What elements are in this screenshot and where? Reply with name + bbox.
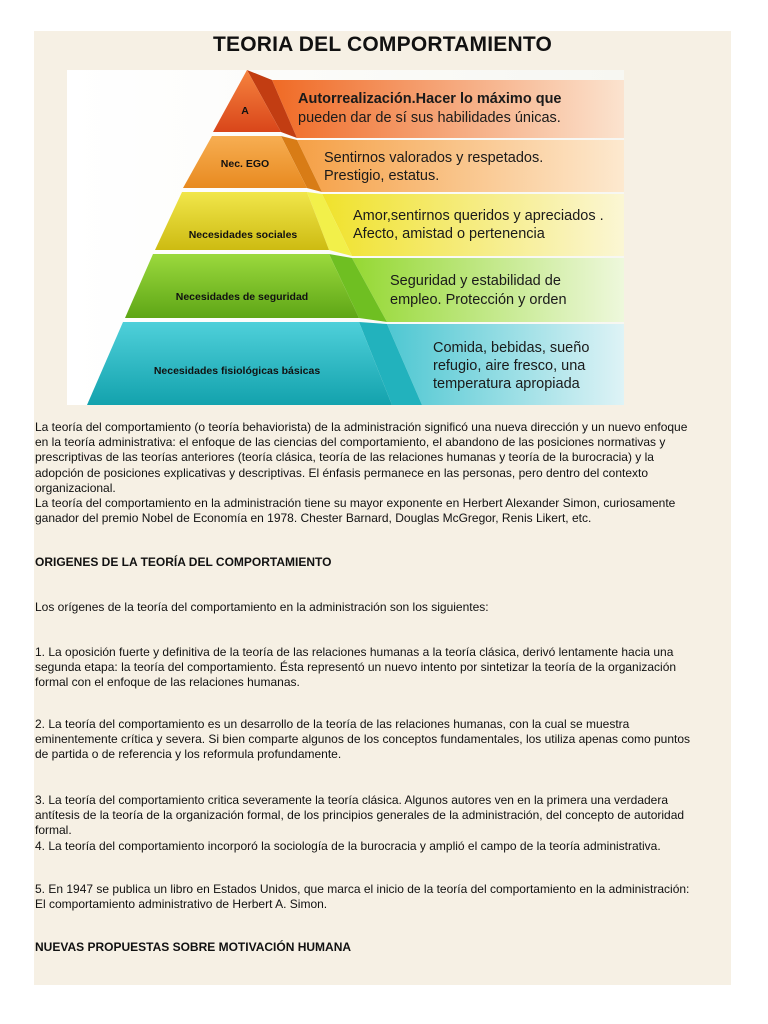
desc-security-line2: empleo. Protección y orden	[390, 292, 567, 308]
heading-origins: ORIGENES DE LA TEORÍA DEL COMPORTAMIENTO	[35, 555, 332, 569]
page-title: TEORIA DEL COMPORTAMIENTO	[212, 33, 553, 56]
tier-label-basic: Necesidades fisiológicas básicas	[153, 365, 321, 377]
band-social	[322, 194, 624, 256]
pyramid-tier-basic	[87, 322, 392, 405]
desc-basic-line1: Comida, bebidas, sueño	[433, 340, 590, 356]
desc-social-line2: Afecto, amistad o pertenencia	[353, 226, 545, 242]
desc-social-line1: Amor,sentirnos queridos y apreciados .	[353, 208, 604, 224]
origin-point-1: 1. La oposición fuerte y definitiva de la teoría de las relaciones humanas a la teoría clásica, derivó lentamente hacia una segunda etapa: la teoría del comportamiento. Ésta representó un nuevo intento por sintetizar la teoría de la organización formal con el enfoque de las relaciones humanas.	[35, 645, 677, 690]
desc-ego-line2: Prestigio, estatus.	[324, 168, 440, 184]
tier-label-social: Necesidades sociales	[188, 229, 298, 241]
origin-point-3-4: 3. La teoría del comportamiento critica severamente la teoría clásica. Algunos autores ven en la primera una verdadera antítesis de la teoría de la organización formal, de los principios generales de la administración, del concepto de autoridad formal. 4. La teoría del comportamiento incorporó la sociología de la burocracia y amplió el campo de la teoría administrativa.	[35, 793, 685, 853]
pyramid-tier-social	[155, 192, 329, 250]
desc-autorrealizacion-line2: pueden dar de sí sus habilidades únicas.	[298, 110, 561, 126]
heading-motivation: NUEVAS PROPUESTAS SOBRE MOTIVACIÓN HUMANA	[35, 940, 352, 954]
band-security	[352, 258, 624, 322]
origin-point-5: 5. En 1947 se publica un libro en Estados Unidos, que marca el inicio de la teoría del comportamiento en la administración: El comportamiento administrativo de Herbert A. Simon.	[35, 882, 690, 912]
tier-label-security: Necesidades de seguridad	[175, 291, 309, 303]
tier-label-ego: Nec. EGO	[220, 158, 270, 170]
desc-security-line1: Seguridad y estabilidad de	[390, 273, 561, 289]
origin-point-2: 2. La teoría del comportamiento es un desarrollo de la teoría de las relaciones humanas, con la cual se muestra eminentemente crítica y severa. Si bien comparte algunos de los conceptos fundamentales, los utiliza apenas como puntos de partida o de referencia y los reformula profundamente.	[35, 717, 691, 762]
document-page	[34, 31, 731, 985]
intro-paragraph: La teoría del comportamiento (o teoría behaviorista) de la administración significó una nueva dirección y un nuevo enfoque en la teoría administrativa: el enfoque de las ciencias del comportamiento, el abandono de las posiciones normativas y prescriptivas de las teorías anteriores (teoría clásica, teoría de las relaciones humanas y teoría de la burocracia) y la adopción de posiciones explicativas y descriptivas. El énfasis permanece en las personas, pero dentro del contexto organizacional. La teoría del comportamiento en la administración tiene su mayor exponente en Herbert Alexander Simon, curiosamente ganador del premio Nobel de Economía en 1978. Chester Barnard, Douglas McGregor, Renis Likert, etc.	[35, 420, 688, 526]
band-autorrealizacion	[272, 80, 624, 138]
desc-autorrealizacion-line1: Autorrealización.Hacer lo máximo que	[298, 91, 562, 107]
desc-basic-line2: refugio, aire fresco, una	[433, 358, 586, 374]
desc-ego-line1: Sentirnos valorados y respetados.	[324, 150, 544, 166]
pyramid-tier-security	[125, 254, 359, 318]
tier-label-top: A	[241, 105, 249, 117]
desc-basic-line3: temperatura apropiada	[433, 376, 580, 392]
origins-intro: Los orígenes de la teoría del comportamiento en la administración son los siguientes:	[35, 600, 489, 614]
maslow-pyramid-figure	[67, 70, 624, 405]
band-ego	[297, 140, 624, 192]
